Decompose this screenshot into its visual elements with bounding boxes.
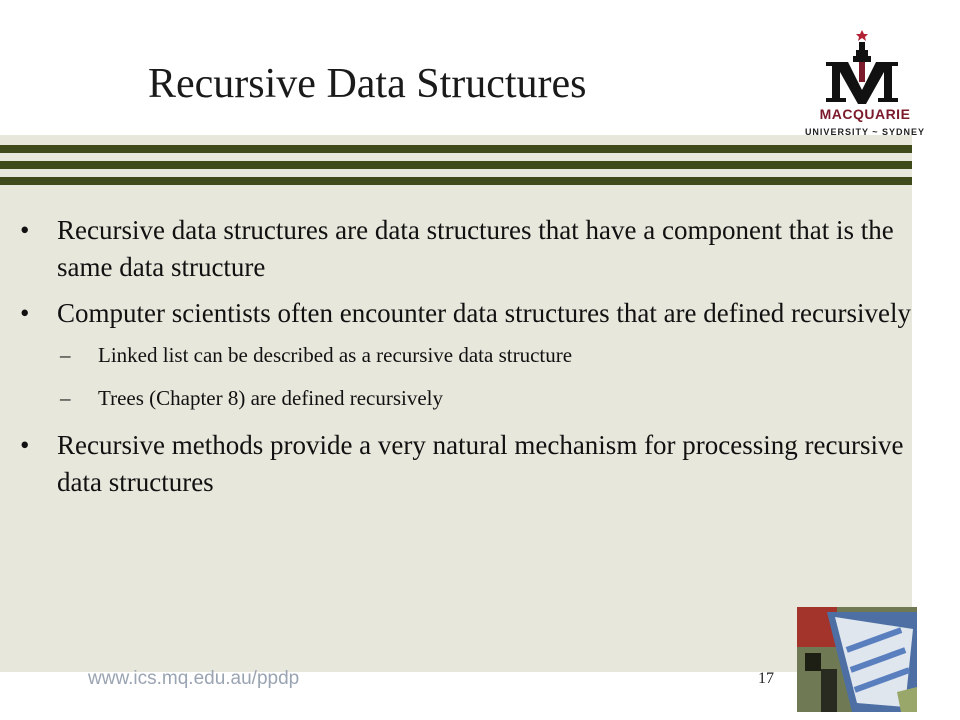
- sub-bullet-item: [20, 341, 912, 369]
- bullet-text: Recursive methods provide a very natural mechanism for processing recursive data structures: [57, 430, 904, 497]
- sub-bullet-item: [20, 384, 912, 412]
- sub-bullet-text: Trees (Chapter 8) are defined recursively: [98, 386, 444, 410]
- header-stripe: [0, 161, 912, 169]
- dash-icon: –: [60, 386, 71, 410]
- header-stripe: [0, 177, 912, 185]
- footer-url[interactable]: www.ics.mq.edu.au/ppdp: [88, 668, 300, 689]
- bullet-text: Recursive data structures are data structures that have a component that is the same data structure: [57, 215, 894, 282]
- slide-content: [20, 212, 912, 510]
- bullet-icon: •: [20, 430, 30, 460]
- logo-subtitle: UNIVERSITY ~ SYDNEY: [804, 127, 926, 137]
- university-logo: [790, 28, 940, 158]
- bullet-item: [20, 295, 912, 332]
- bullet-item: [20, 427, 912, 501]
- bullet-text: Computer scientists often encounter data structures that are defined recursively: [57, 298, 911, 328]
- logo-name: MACQUARIE: [819, 106, 911, 122]
- sub-bullet-text: Linked list can be described as a recursive data structure: [98, 343, 573, 367]
- logo-emblem-icon: [790, 28, 940, 106]
- bullet-icon: •: [20, 298, 30, 328]
- signage-photo-icon: [797, 607, 917, 712]
- slide-title: Recursive Data Structures: [148, 61, 587, 107]
- bullet-item: [20, 212, 912, 286]
- header-stripe: [0, 145, 912, 153]
- bullet-icon: •: [20, 215, 30, 245]
- page-number: 17: [758, 670, 774, 687]
- signage-photo: [797, 607, 917, 712]
- dash-icon: –: [60, 343, 71, 367]
